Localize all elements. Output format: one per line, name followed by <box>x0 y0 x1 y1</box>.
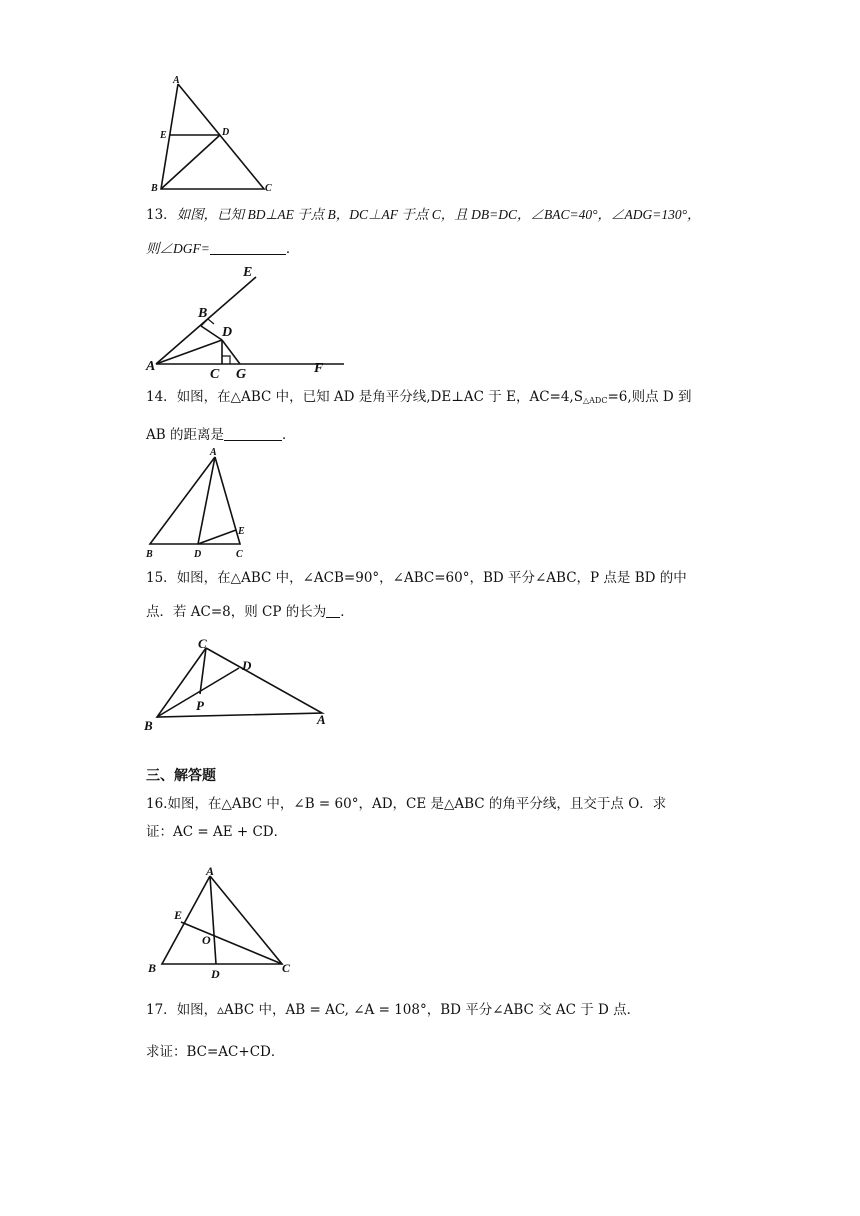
subscript: △ADC <box>582 396 608 405</box>
question-number: 17． <box>146 1002 177 1018</box>
question-text-2: 证：AC = AE + CD． <box>146 824 288 840</box>
question-text-2: AB 的距离是 <box>146 427 224 443</box>
question-16 <box>146 792 726 844</box>
question-17 <box>146 1000 726 1062</box>
question-number: 16. <box>146 796 168 812</box>
question-text-2: 求证：BC=AC+CD． <box>146 1044 285 1060</box>
label-A: A <box>317 712 326 727</box>
label-C: C <box>198 636 207 651</box>
label-D: D <box>242 658 252 673</box>
figure-q12 <box>146 74 286 194</box>
question-text: 如图，▵ABC 中，AB = AC, ∠A = 108°，BD 平分∠ABC 交 AC 于 D 点． <box>176 1002 641 1018</box>
label-B: B <box>198 306 208 321</box>
label-A: A <box>173 75 180 86</box>
label-F: F <box>314 361 324 376</box>
label-C: C <box>265 183 272 194</box>
label-G: G <box>236 367 247 382</box>
question-number: 14． <box>146 389 177 405</box>
answer-blank[interactable] <box>210 240 286 255</box>
label-B: B <box>148 961 157 975</box>
label-C: C <box>236 549 243 560</box>
period: ． <box>285 241 300 257</box>
period: ． <box>340 604 354 620</box>
label-A: A <box>210 447 217 458</box>
answer-blank[interactable] <box>326 603 340 618</box>
label-B: B <box>144 718 153 733</box>
question-text-2: 则∠DGF= <box>146 241 210 256</box>
question-text: 如图，在△ABC 中，∠B = 60°，AD，CE 是△ABC 的角平分线，且交于点 O．求 <box>167 796 667 812</box>
question-13 <box>146 205 726 259</box>
period: ． <box>281 427 296 443</box>
label-E: E <box>160 130 167 141</box>
label-D: D <box>211 967 220 981</box>
label-P: P <box>196 698 204 713</box>
question-text-b: =6,则点 D 到 <box>607 389 692 405</box>
label-D: D <box>222 127 230 138</box>
question-text: 如图，在△ABC 中，已知 AD 是角平分线,DE⊥AC 于 E，AC=4,S <box>176 389 583 405</box>
label-E: E <box>174 908 183 922</box>
question-number: 13． <box>146 207 177 223</box>
question-15 <box>146 568 726 622</box>
figure-q14 <box>146 446 266 561</box>
figure-q15 <box>142 634 342 734</box>
label-E: E <box>243 265 253 280</box>
figure-q16 <box>146 862 296 982</box>
label-A: A <box>206 864 215 878</box>
label-A: A <box>146 359 156 374</box>
question-14 <box>146 387 726 445</box>
section-heading: 三、解答题 <box>146 768 216 784</box>
label-B: B <box>151 183 158 194</box>
label-C: C <box>210 367 220 382</box>
question-number: 15． <box>146 570 177 586</box>
answer-blank[interactable] <box>224 426 282 441</box>
figure-q13 <box>146 262 356 380</box>
question-text: 如图，已知 BD⊥AE 于点 B，DC⊥AF 于点 C，且 DB=DC，∠BAC=40°，∠ADG=130°， <box>176 207 701 222</box>
label-B: B <box>146 549 153 560</box>
label-D: D <box>222 325 233 340</box>
label-C: C <box>282 961 291 975</box>
label-E: E <box>238 526 245 537</box>
question-text-2: 点．若 AC=8，则 CP 的长为 <box>146 604 327 620</box>
question-text: 如图，在△ABC 中，∠ACB=90°，∠ABC=60°，BD 平分∠ABC，P 点是 BD 的中 <box>176 570 687 586</box>
label-D: D <box>194 549 202 560</box>
label-O: O <box>202 933 211 947</box>
